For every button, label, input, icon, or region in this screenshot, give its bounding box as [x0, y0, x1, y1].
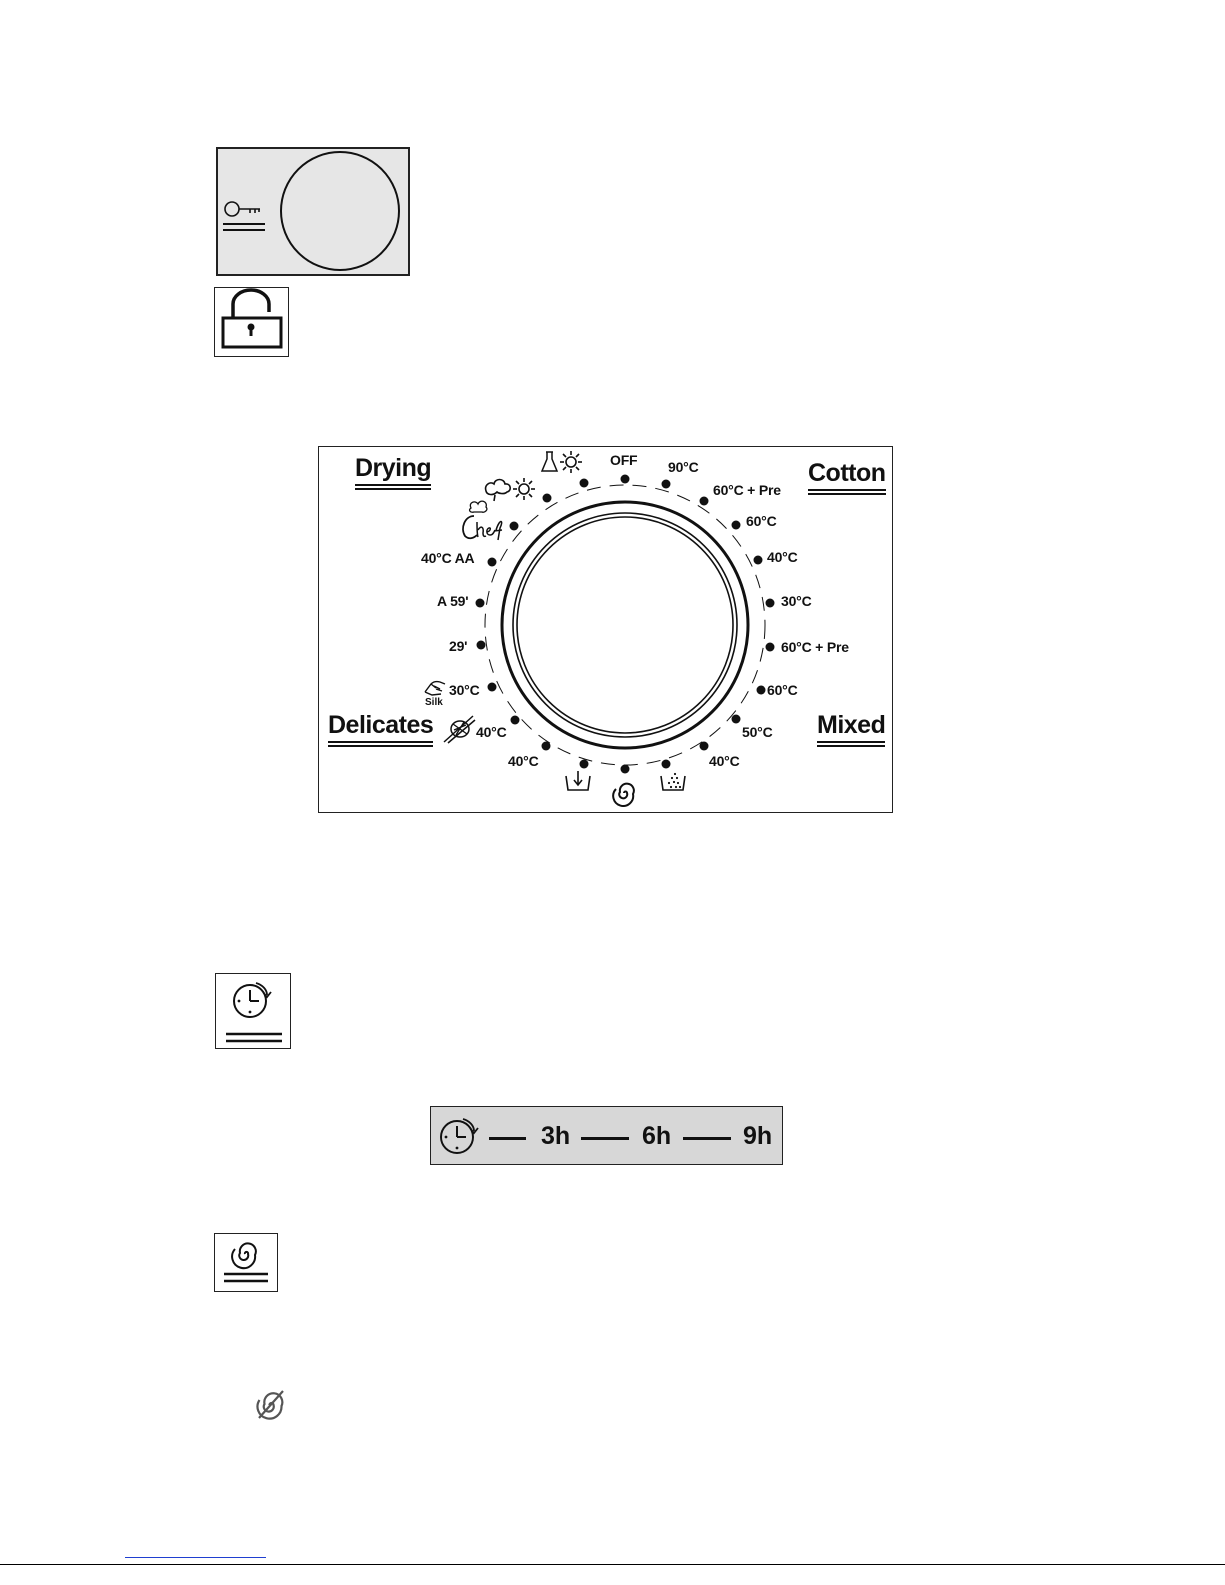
group-title-mixed: Mixed [817, 712, 885, 747]
spin-icon [612, 779, 638, 807]
group-title-delicates: Delicates [328, 712, 433, 747]
clock-icon [216, 974, 289, 1047]
key-icon [222, 196, 268, 238]
delay-start-indicator [430, 1106, 783, 1165]
dial-label-cotton-90: 90°C [668, 459, 699, 475]
delay-scale-line [489, 1137, 526, 1140]
dial-dot-off [621, 475, 630, 484]
delay-9h: 9h [743, 1122, 773, 1150]
dial-label-cotton-30: 30°C [781, 593, 812, 609]
door-lock-button-circle[interactable] [280, 151, 400, 271]
spin-button[interactable] [214, 1233, 278, 1292]
footer-link-underline [125, 1557, 266, 1558]
delay-start-button[interactable] [215, 973, 291, 1049]
flask-sun-icon [540, 449, 582, 475]
group-title-cotton: Cotton [808, 460, 886, 495]
wool-icon [442, 713, 476, 745]
dial-label-silk: Silk [425, 697, 443, 708]
dial-label-mixed-50: 50°C [742, 724, 773, 740]
dial-label-cotton-60-pre: 60°C + Pre [713, 482, 781, 498]
dial-label-mixed-40: 40°C [709, 753, 740, 769]
spin-icon [215, 1234, 276, 1290]
dial-label-40-aa: 40°C AA [421, 550, 475, 566]
chef-icon [456, 498, 506, 544]
padlock-icon [215, 288, 287, 355]
dial-label-cotton-40: 40°C [767, 549, 798, 565]
dial-label-cotton-60: 60°C [746, 513, 777, 529]
footer-rule [0, 1564, 1225, 1565]
door-locked-indicator [214, 287, 289, 357]
group-title-drying: Drying [355, 455, 431, 490]
drain-icon [563, 770, 593, 794]
delay-6h: 6h [642, 1122, 672, 1150]
delay-clock-icon [433, 1113, 489, 1159]
delay-scale-line [683, 1137, 731, 1140]
dial-label-off: OFF [610, 452, 638, 468]
program-dial[interactable] [470, 470, 780, 780]
dial-label-mixed-60-pre: 60°C + Pre [781, 639, 849, 655]
dial-label-29: 29' [449, 638, 468, 654]
rinse-icon [658, 770, 688, 794]
dial-label-a59: A 59' [437, 593, 469, 609]
dial-label-handwash-30: 30°C [449, 682, 480, 698]
dial-label-mixed-60: 60°C [767, 682, 798, 698]
dial-label-wool-40: 40°C [476, 724, 507, 740]
no-spin-icon [253, 1387, 289, 1423]
hand-wash-icon [423, 678, 447, 698]
delay-3h: 3h [541, 1122, 571, 1150]
dial-label-delicates-40: 40°C [508, 753, 539, 769]
delay-scale-line [581, 1137, 629, 1140]
